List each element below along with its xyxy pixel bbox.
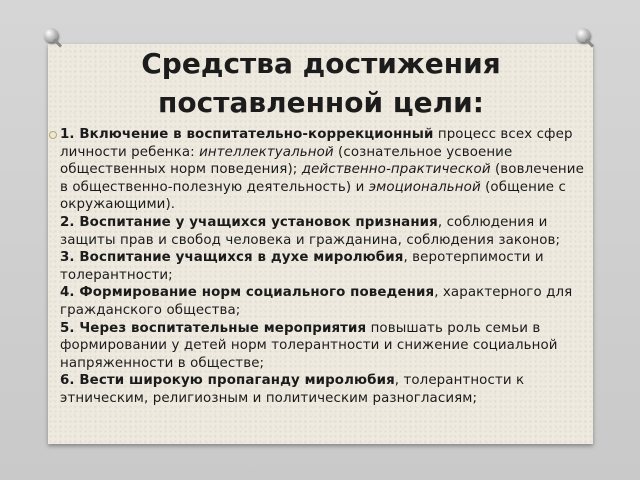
pushpin-icon bbox=[576, 28, 590, 42]
list-item: 6. Вести широкую пропаганду миролюбия, толерантности к этническим, религиозным и политическим разногласиям; bbox=[60, 373, 525, 406]
content-list bbox=[60, 126, 592, 408]
list-item: 3. Воспитание учащихся в духе миролюбия, веротерпимости и толерантности; bbox=[60, 250, 544, 283]
list-item: 4. Формирование норм социального поведения, характерного для гражданского общества; bbox=[60, 285, 573, 318]
slide-title: Средства достижения поставленной цели: bbox=[141, 47, 501, 119]
bullet-circle-icon bbox=[49, 131, 57, 139]
list-item: 1. Включение в воспитательно-коррекционный процесс всех сфер личности ребенка: интеллектуальной (сознательное усвоение общественных норм поведения); действенно-практической (вовлечение в общественно-полезную деятельность) и эмоциональной (общение с окружающими). bbox=[60, 127, 584, 213]
list-item: 2. Воспитание у учащихся установок признания, соблюдения и защиты прав и свобод человека и гражданина, соблюдения законов; bbox=[60, 214, 561, 248]
list-item: 5. Через воспитательные мероприятия повышать роль семьи в формировании у детей норм толерантности и снижение социальной напряженности в обществе; bbox=[60, 320, 558, 371]
pushpin-icon bbox=[44, 28, 58, 42]
